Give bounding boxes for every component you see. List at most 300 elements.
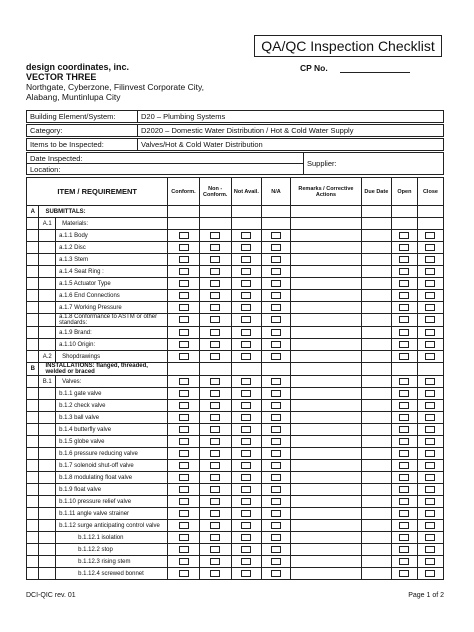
row-cell <box>168 266 199 278</box>
checkbox[interactable] <box>179 390 189 397</box>
checkbox[interactable] <box>241 558 251 565</box>
checkbox[interactable] <box>399 450 409 457</box>
checkbox[interactable] <box>271 510 281 517</box>
checkbox[interactable] <box>241 378 251 385</box>
row-cell <box>291 290 362 302</box>
checkbox[interactable] <box>271 546 281 553</box>
checkbox[interactable] <box>210 438 220 445</box>
checkbox[interactable] <box>241 304 251 311</box>
checkbox[interactable] <box>241 426 251 433</box>
row-cell <box>199 376 231 388</box>
row-subsection-code <box>39 314 56 327</box>
row-cell <box>417 230 443 242</box>
checkbox[interactable] <box>179 546 189 553</box>
checkbox[interactable] <box>425 426 435 433</box>
checkbox[interactable] <box>271 474 281 481</box>
row-cell <box>391 230 417 242</box>
checkbox[interactable] <box>399 402 409 409</box>
row-cell <box>261 532 290 544</box>
checkbox[interactable] <box>241 510 251 517</box>
checkbox[interactable] <box>179 462 189 469</box>
row-cell <box>417 544 443 556</box>
checkbox[interactable] <box>241 316 251 323</box>
checkbox[interactable] <box>399 462 409 469</box>
row-cell <box>391 388 417 400</box>
checkbox[interactable] <box>399 292 409 299</box>
row-cell <box>361 484 391 496</box>
checkbox[interactable] <box>210 558 220 565</box>
checkbox[interactable] <box>399 256 409 263</box>
row-cell <box>417 436 443 448</box>
row-cell <box>231 278 261 290</box>
row-cell <box>291 314 362 327</box>
location-label[interactable]: Location: <box>27 164 304 175</box>
row-cell <box>261 327 290 339</box>
row-subsection-code <box>39 278 56 290</box>
row-item-label: a.1.5 Actuator Type <box>56 278 168 290</box>
row-cell <box>361 218 391 230</box>
row-section-code <box>27 448 39 460</box>
checkbox[interactable] <box>179 426 189 433</box>
row-cell <box>391 436 417 448</box>
checkbox[interactable] <box>241 498 251 505</box>
checkbox[interactable] <box>179 486 189 493</box>
checkbox[interactable] <box>179 450 189 457</box>
row-cell <box>231 302 261 314</box>
checkbox[interactable] <box>425 522 435 529</box>
checkbox[interactable] <box>210 522 220 529</box>
checkbox[interactable] <box>241 462 251 469</box>
date-inspected-label[interactable]: Date Inspected: <box>27 153 304 164</box>
checkbox[interactable] <box>241 256 251 263</box>
checkbox[interactable] <box>271 353 281 360</box>
checkbox[interactable] <box>210 474 220 481</box>
checkbox[interactable] <box>210 414 220 421</box>
row-cell <box>199 544 231 556</box>
checkbox[interactable] <box>271 462 281 469</box>
header-open: Open <box>391 178 417 206</box>
row-cell <box>391 412 417 424</box>
checkbox[interactable] <box>399 280 409 287</box>
address-line-1: Northgate, Cyberzone, Filinvest Corporate City, <box>26 82 204 92</box>
checkbox[interactable] <box>399 438 409 445</box>
row-subsection-code <box>39 568 56 580</box>
checkbox[interactable] <box>425 534 435 541</box>
row-cell <box>231 266 261 278</box>
checkbox[interactable] <box>271 329 281 336</box>
row-cell <box>199 363 231 376</box>
checkbox[interactable] <box>210 486 220 493</box>
checkbox[interactable] <box>210 498 220 505</box>
checkbox[interactable] <box>399 510 409 517</box>
header-close: Close <box>417 178 443 206</box>
checkbox[interactable] <box>210 546 220 553</box>
checkbox[interactable] <box>425 498 435 505</box>
checkbox[interactable] <box>241 570 251 577</box>
checkbox[interactable] <box>399 558 409 565</box>
row-cell <box>199 568 231 580</box>
table-row <box>27 327 444 339</box>
checkbox[interactable] <box>210 316 220 323</box>
row-cell <box>417 484 443 496</box>
row-item-label: a.1.3 Stem <box>56 254 168 266</box>
row-cell <box>231 472 261 484</box>
row-subsection-code <box>39 460 56 472</box>
row-cell <box>199 472 231 484</box>
row-cell <box>168 472 199 484</box>
checkbox[interactable] <box>271 341 281 348</box>
row-cell <box>361 388 391 400</box>
checkbox[interactable] <box>425 450 435 457</box>
row-cell <box>261 460 290 472</box>
checkbox[interactable] <box>425 280 435 287</box>
checkbox[interactable] <box>179 570 189 577</box>
row-cell <box>417 460 443 472</box>
checkbox[interactable] <box>241 341 251 348</box>
checkbox[interactable] <box>271 426 281 433</box>
checkbox[interactable] <box>210 329 220 336</box>
checkbox[interactable] <box>271 498 281 505</box>
row-cell <box>199 242 231 254</box>
row-cell <box>261 400 290 412</box>
checkbox[interactable] <box>179 534 189 541</box>
row-cell <box>391 206 417 218</box>
checkbox[interactable] <box>271 558 281 565</box>
section-title: SUBMITTALS: <box>39 206 168 218</box>
checkbox[interactable] <box>399 268 409 275</box>
row-cell <box>199 351 231 363</box>
checkbox[interactable] <box>210 450 220 457</box>
checkbox[interactable] <box>271 438 281 445</box>
checkbox[interactable] <box>210 510 220 517</box>
checkbox[interactable] <box>241 390 251 397</box>
row-cell <box>291 496 362 508</box>
row-cell <box>391 351 417 363</box>
checkbox[interactable] <box>425 232 435 239</box>
row-cell <box>417 400 443 412</box>
checkbox[interactable] <box>425 341 435 348</box>
row-cell <box>231 568 261 580</box>
cp-number-field[interactable] <box>340 64 410 73</box>
checkbox[interactable] <box>399 232 409 239</box>
checkbox[interactable] <box>179 292 189 299</box>
row-cell <box>417 520 443 532</box>
row-section-code <box>27 520 39 532</box>
row-cell <box>291 302 362 314</box>
row-section-code <box>27 314 39 327</box>
checkbox[interactable] <box>399 341 409 348</box>
row-cell <box>168 230 199 242</box>
row-section-code <box>27 376 39 388</box>
row-cell <box>168 496 199 508</box>
checkbox[interactable] <box>425 292 435 299</box>
checkbox[interactable] <box>399 244 409 251</box>
row-cell <box>231 544 261 556</box>
checkbox[interactable] <box>271 522 281 529</box>
row-cell <box>168 448 199 460</box>
row-cell <box>231 206 261 218</box>
row-cell <box>391 532 417 544</box>
checkbox[interactable] <box>241 232 251 239</box>
project-name: VECTOR THREE <box>26 72 97 82</box>
checkbox[interactable] <box>241 522 251 529</box>
checkbox[interactable] <box>179 402 189 409</box>
checkbox[interactable] <box>210 232 220 239</box>
row-cell <box>168 363 199 376</box>
checkbox[interactable] <box>271 570 281 577</box>
checkbox[interactable] <box>399 304 409 311</box>
row-cell <box>261 556 290 568</box>
checkbox[interactable] <box>425 474 435 481</box>
checkbox[interactable] <box>179 268 189 275</box>
row-item-label: a.1.8 Conformance to ASTM or other standards: <box>56 314 168 327</box>
checkbox[interactable] <box>425 414 435 421</box>
checkbox[interactable] <box>425 378 435 385</box>
checkbox[interactable] <box>241 353 251 360</box>
checkbox[interactable] <box>271 450 281 457</box>
row-cell <box>261 568 290 580</box>
checkbox[interactable] <box>425 570 435 577</box>
checkbox[interactable] <box>399 486 409 493</box>
supplier-label[interactable]: Supplier: <box>304 153 444 175</box>
checkbox[interactable] <box>425 329 435 336</box>
checkbox[interactable] <box>425 438 435 445</box>
checkbox[interactable] <box>210 341 220 348</box>
checkbox[interactable] <box>271 390 281 397</box>
row-cell <box>391 448 417 460</box>
checkbox[interactable] <box>425 486 435 493</box>
checkbox[interactable] <box>179 304 189 311</box>
checkbox[interactable] <box>210 304 220 311</box>
row-item-label: a.1.1 Body <box>56 230 168 242</box>
row-cell <box>168 327 199 339</box>
row-cell <box>199 556 231 568</box>
checkbox[interactable] <box>241 474 251 481</box>
row-cell <box>199 278 231 290</box>
row-item-label: a.1.6 End Connections <box>56 290 168 302</box>
row-cell <box>261 363 290 376</box>
checkbox[interactable] <box>241 329 251 336</box>
checkbox[interactable] <box>271 534 281 541</box>
checkbox[interactable] <box>210 378 220 385</box>
row-cell <box>291 278 362 290</box>
row-cell <box>291 254 362 266</box>
checkbox[interactable] <box>425 268 435 275</box>
row-cell <box>291 568 362 580</box>
checkbox[interactable] <box>271 378 281 385</box>
row-cell <box>231 424 261 436</box>
row-cell <box>361 568 391 580</box>
row-subsection-code <box>39 448 56 460</box>
header-due-date: Due Date <box>361 178 391 206</box>
checkbox[interactable] <box>425 353 435 360</box>
checkbox[interactable] <box>399 426 409 433</box>
checkbox[interactable] <box>179 498 189 505</box>
checkbox[interactable] <box>210 244 220 251</box>
row-cell <box>291 206 362 218</box>
row-cell <box>231 508 261 520</box>
checkbox[interactable] <box>425 244 435 251</box>
row-cell <box>361 556 391 568</box>
row-section-code <box>27 400 39 412</box>
row-cell <box>261 230 290 242</box>
row-cell <box>391 472 417 484</box>
checkbox[interactable] <box>210 353 220 360</box>
checkbox[interactable] <box>179 232 189 239</box>
row-cell <box>417 532 443 544</box>
checkbox[interactable] <box>241 292 251 299</box>
row-cell <box>168 460 199 472</box>
row-cell <box>261 436 290 448</box>
row-cell <box>261 218 290 230</box>
checkbox[interactable] <box>210 570 220 577</box>
row-cell <box>417 472 443 484</box>
checkbox[interactable] <box>425 316 435 323</box>
row-subsection-code <box>39 290 56 302</box>
row-cell <box>391 242 417 254</box>
checkbox[interactable] <box>179 438 189 445</box>
row-subsection-code <box>39 388 56 400</box>
checkbox[interactable] <box>210 426 220 433</box>
checkbox[interactable] <box>241 268 251 275</box>
checkbox[interactable] <box>210 402 220 409</box>
row-cell <box>168 424 199 436</box>
checkbox[interactable] <box>210 390 220 397</box>
row-cell <box>261 278 290 290</box>
checkbox[interactable] <box>210 534 220 541</box>
checkbox[interactable] <box>399 474 409 481</box>
checkbox[interactable] <box>271 244 281 251</box>
checkbox[interactable] <box>425 390 435 397</box>
checkbox[interactable] <box>399 390 409 397</box>
checkbox[interactable] <box>179 474 189 481</box>
row-section-code <box>27 388 39 400</box>
checkbox[interactable] <box>210 268 220 275</box>
checkbox[interactable] <box>399 522 409 529</box>
checkbox[interactable] <box>210 256 220 263</box>
checkbox[interactable] <box>241 486 251 493</box>
checkbox[interactable] <box>179 244 189 251</box>
row-cell <box>168 278 199 290</box>
checkbox[interactable] <box>241 438 251 445</box>
checkbox[interactable] <box>271 280 281 287</box>
row-cell <box>391 508 417 520</box>
checkbox[interactable] <box>399 414 409 421</box>
table-row <box>27 556 444 568</box>
row-item-label: b.1.11 angle valve strainer <box>56 508 168 520</box>
checkbox[interactable] <box>399 378 409 385</box>
checkbox[interactable] <box>241 534 251 541</box>
row-cell <box>231 230 261 242</box>
checkbox[interactable] <box>179 353 189 360</box>
row-cell <box>291 327 362 339</box>
row-section-code: A <box>27 206 39 218</box>
row-section-code <box>27 532 39 544</box>
checkbox[interactable] <box>241 546 251 553</box>
row-subsection-code <box>39 302 56 314</box>
checkbox[interactable] <box>241 244 251 251</box>
checkbox[interactable] <box>271 268 281 275</box>
row-cell <box>199 412 231 424</box>
row-cell <box>361 230 391 242</box>
checkbox[interactable] <box>271 486 281 493</box>
checkbox[interactable] <box>399 570 409 577</box>
checkbox[interactable] <box>425 546 435 553</box>
checkbox[interactable] <box>241 402 251 409</box>
checkbox[interactable] <box>271 304 281 311</box>
checkbox[interactable] <box>241 414 251 421</box>
checkbox[interactable] <box>271 292 281 299</box>
row-cell <box>391 290 417 302</box>
checkbox[interactable] <box>179 510 189 517</box>
checkbox[interactable] <box>271 402 281 409</box>
checkbox[interactable] <box>210 292 220 299</box>
cp-number <box>300 63 410 73</box>
table-row <box>27 266 444 278</box>
checkbox[interactable] <box>179 316 189 323</box>
checkbox[interactable] <box>425 510 435 517</box>
checkbox[interactable] <box>399 498 409 505</box>
checkbox[interactable] <box>399 329 409 336</box>
checkbox[interactable] <box>399 534 409 541</box>
checkbox[interactable] <box>425 558 435 565</box>
row-cell <box>361 472 391 484</box>
row-cell <box>168 302 199 314</box>
checkbox[interactable] <box>179 378 189 385</box>
checkbox[interactable] <box>425 256 435 263</box>
row-cell <box>391 314 417 327</box>
header-item: ITEM / REQUIREMENT <box>27 178 168 206</box>
table-row <box>27 339 444 351</box>
checkbox[interactable] <box>399 546 409 553</box>
checkbox[interactable] <box>179 329 189 336</box>
checkbox[interactable] <box>210 280 220 287</box>
checkbox[interactable] <box>179 414 189 421</box>
row-section-code <box>27 278 39 290</box>
checkbox[interactable] <box>271 232 281 239</box>
row-cell <box>417 376 443 388</box>
table-row <box>27 532 444 544</box>
row-cell <box>199 218 231 230</box>
items-table <box>26 138 444 151</box>
table-row <box>27 436 444 448</box>
row-cell <box>417 314 443 327</box>
table-row <box>27 412 444 424</box>
checkbox[interactable] <box>425 402 435 409</box>
checkbox[interactable] <box>425 462 435 469</box>
checkbox[interactable] <box>179 558 189 565</box>
checkbox[interactable] <box>179 256 189 263</box>
checkbox[interactable] <box>241 450 251 457</box>
row-cell <box>261 544 290 556</box>
checkbox[interactable] <box>179 522 189 529</box>
checkbox[interactable] <box>425 304 435 311</box>
checkbox[interactable] <box>179 280 189 287</box>
checkbox[interactable] <box>271 414 281 421</box>
checkbox[interactable] <box>399 316 409 323</box>
row-cell <box>361 436 391 448</box>
checkbox[interactable] <box>210 462 220 469</box>
row-item-label: b.1.12.4 screwed bonnet <box>56 568 168 580</box>
checkbox[interactable] <box>271 256 281 263</box>
checkbox[interactable] <box>399 353 409 360</box>
row-cell <box>391 568 417 580</box>
checkbox[interactable] <box>271 316 281 323</box>
row-cell <box>361 460 391 472</box>
checkbox[interactable] <box>179 341 189 348</box>
checkbox[interactable] <box>241 280 251 287</box>
row-subsection-code <box>39 544 56 556</box>
